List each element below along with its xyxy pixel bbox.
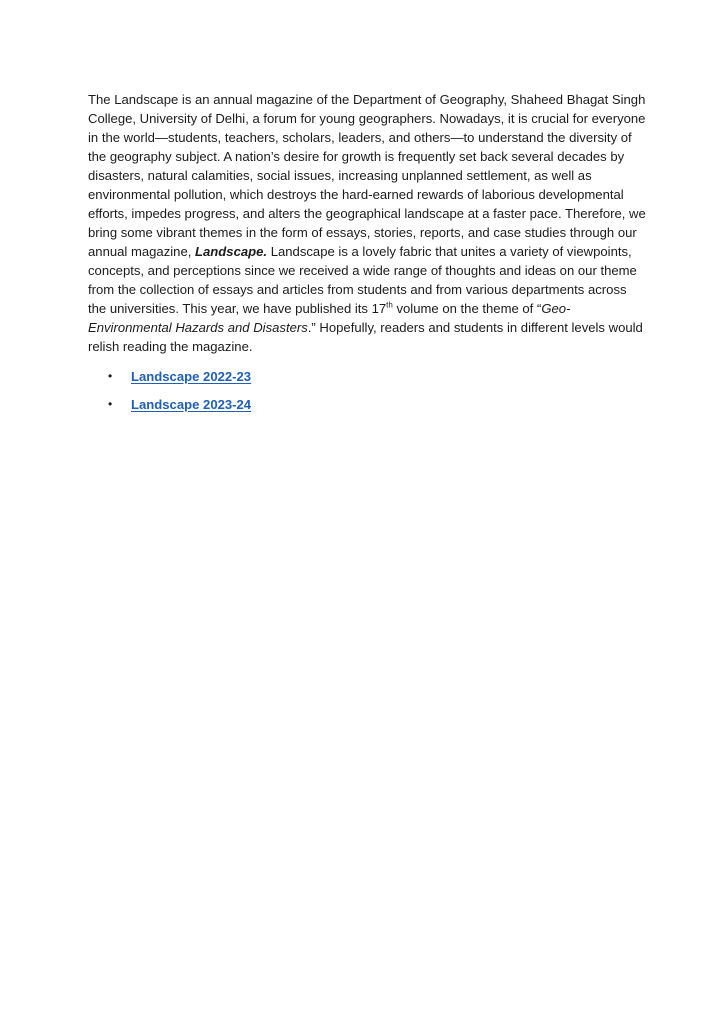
paragraph-text-part3: volume on the theme of “ (392, 301, 542, 316)
paragraph-text-part4: .” Hopefully, readers and students in different levels would relish reading the magazine. (88, 320, 643, 354)
theme-title: Geo-Environmental Hazards and Disasters (88, 301, 571, 335)
link-landscape-2022-23[interactable]: Landscape 2022-23 (131, 369, 252, 384)
paragraph-text-part1: The Landscape is an annual magazine of the Department of Geography, Shaheed Bhagat Singh College, University of Delhi, a forum for young geographers. Nowadays, it is crucial for everyone in the world—students, teachers, scholars, leaders, and others—to understand the diversity of the geography subject. A nation’s desire for growth is frequently set back several decades by disasters, natural calamities, social issues, increasing unplanned settlement, as well as environmental pollution, which destroys the hard-earned rewards of laborious developmental efforts, impedes progress, and alters the geographical landscape at a faster pace. Therefore, we bring some vibrant themes in the form of essays, stories, reports, and case studies through our annual magazine, (88, 92, 646, 259)
magazine-links-list (88, 367, 648, 414)
page-content (88, 90, 648, 423)
ordinal-suffix: th (386, 300, 393, 310)
list-item (88, 367, 648, 386)
bullet-icon: • (108, 397, 113, 411)
intro-paragraph (88, 90, 648, 356)
link-landscape-2023-24[interactable]: Landscape 2023-24 (131, 397, 252, 412)
paragraph-text-part2: Landscape is a lovely fabric that unites a variety of viewpoints, concepts, and perceptions since we received a wide range of thoughts and ideas on our theme from the collection of essays and articles from students and from various departments across the universities. This year, we have published its 17 (88, 244, 637, 316)
list-item (88, 395, 648, 414)
bullet-icon: • (108, 369, 113, 383)
magazine-name: Landscape. (195, 244, 268, 259)
